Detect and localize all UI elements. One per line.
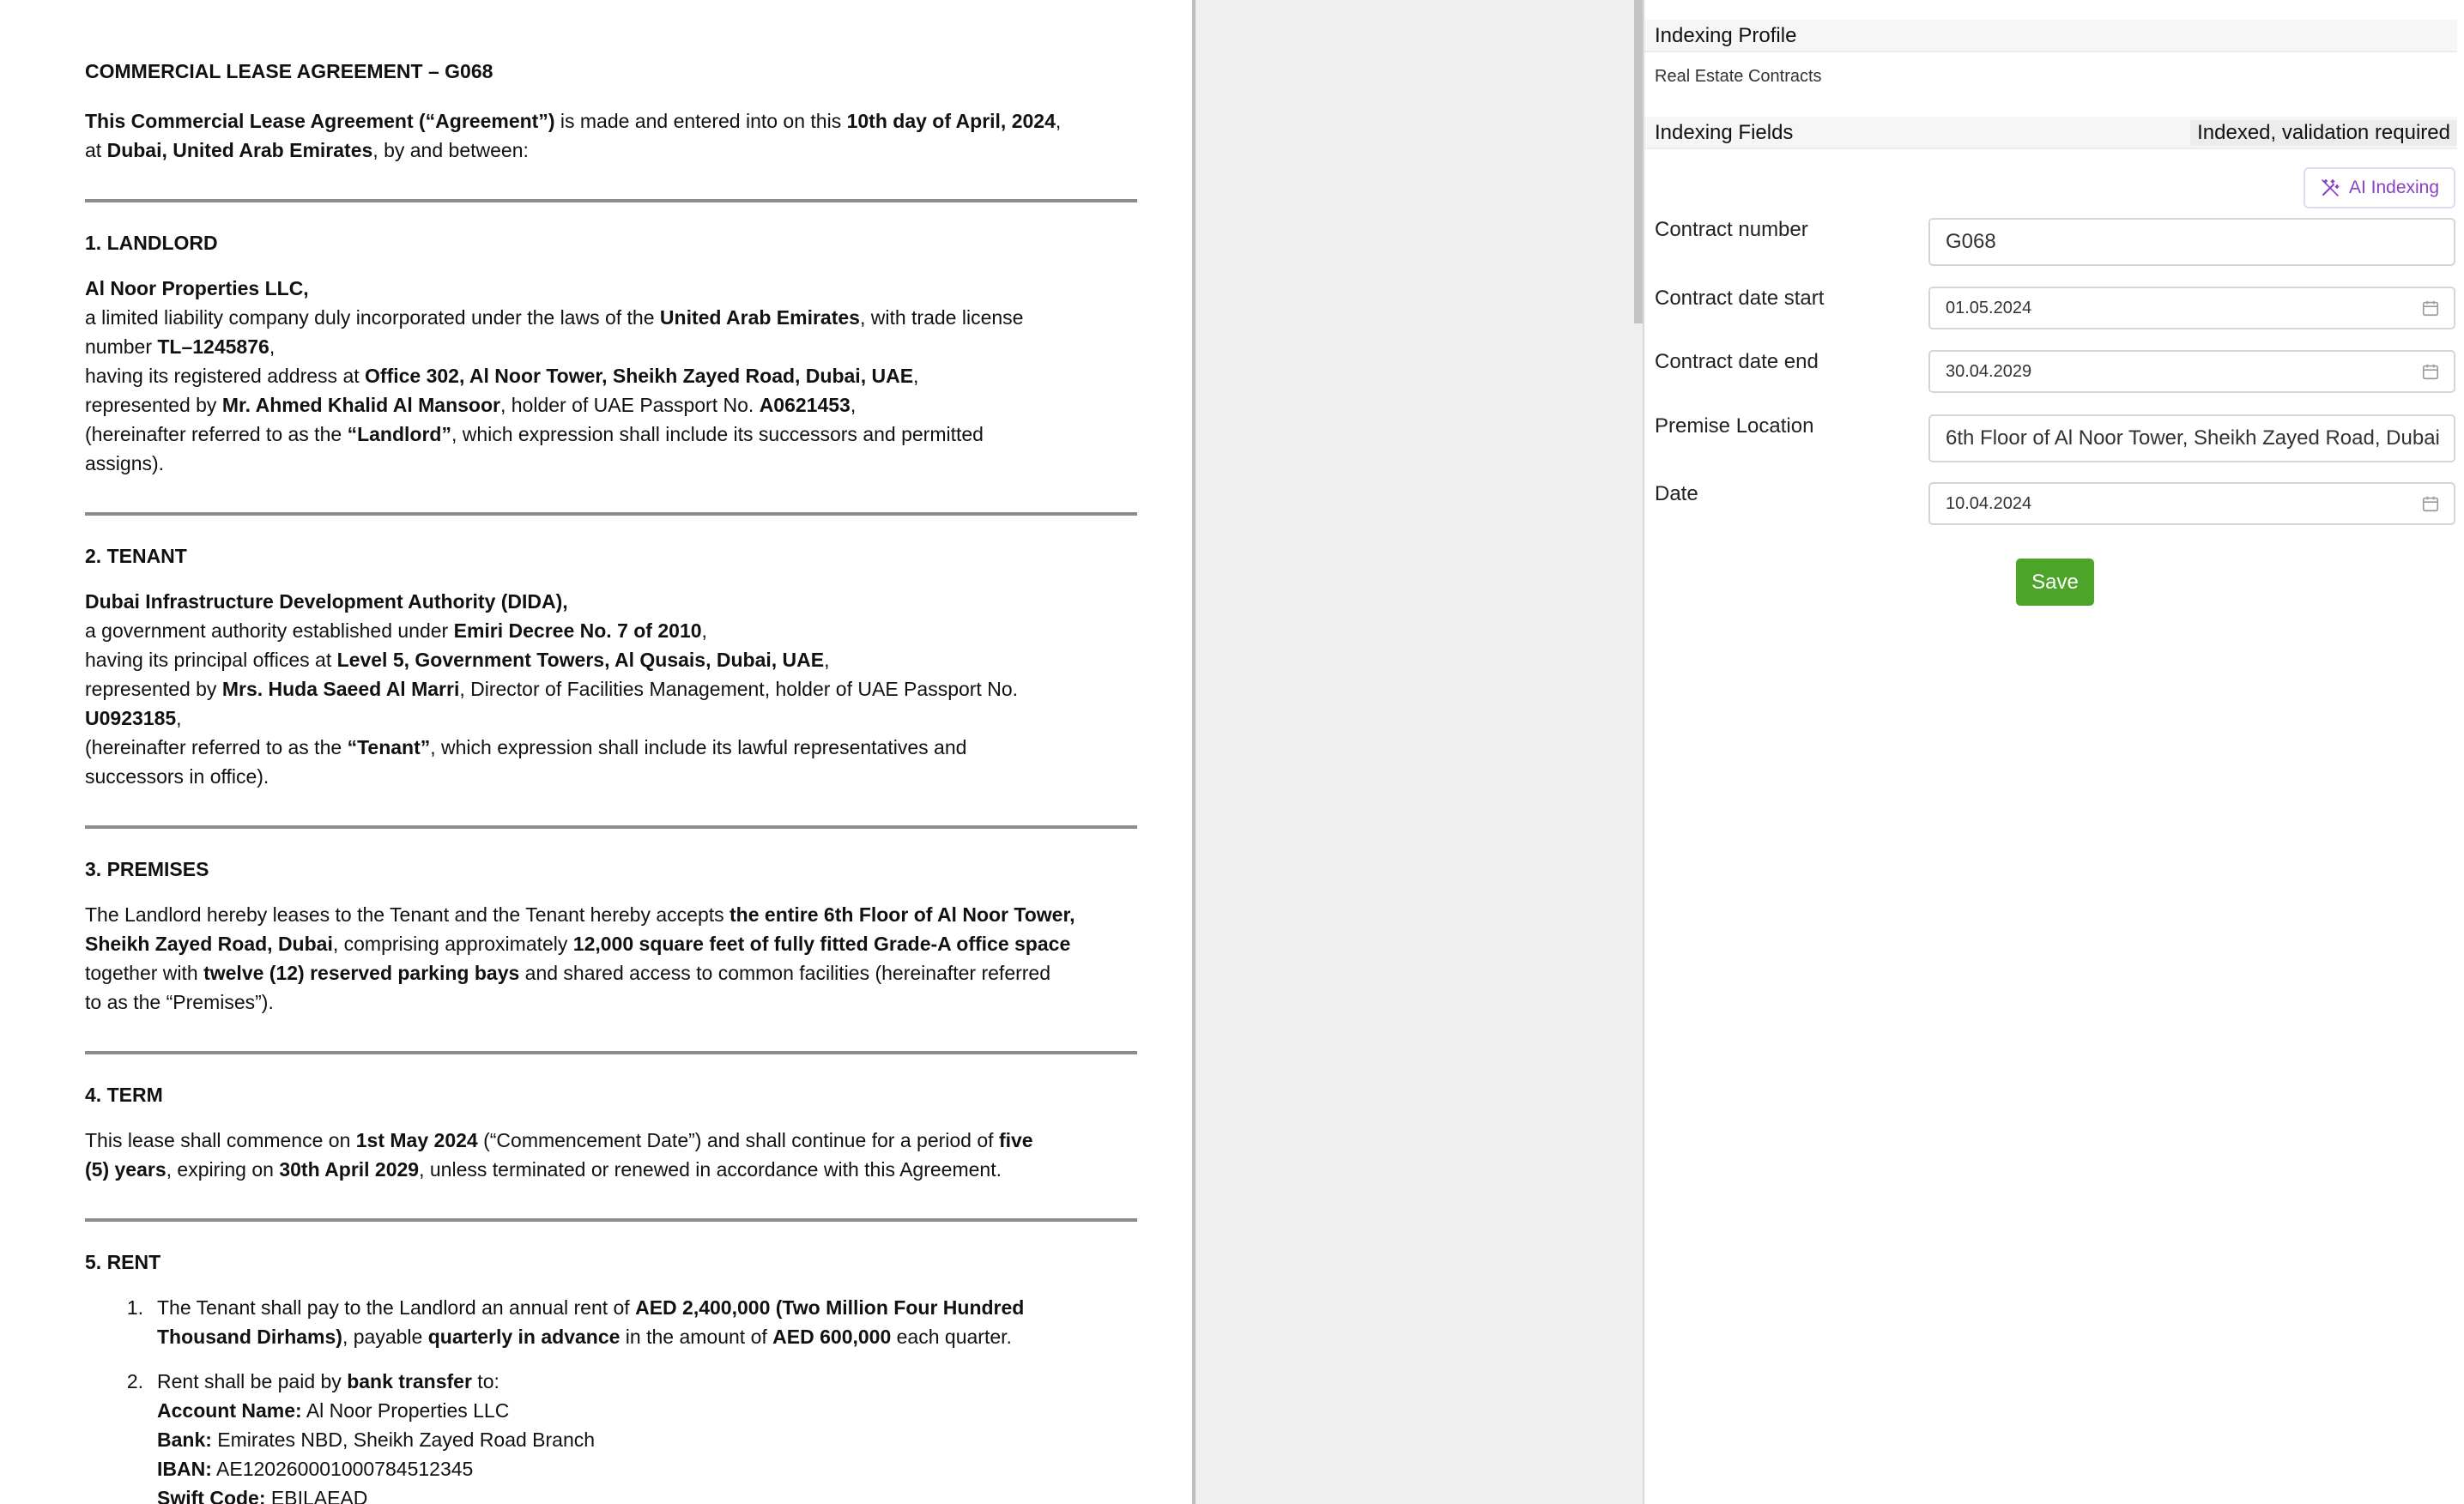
text: , expiring on bbox=[166, 1158, 280, 1181]
date-label: Date bbox=[1655, 482, 1698, 505]
bank-value: Emirates NBD, Sheikh Zayed Road Branch bbox=[211, 1428, 596, 1451]
term-heading: 4. TERM bbox=[85, 1084, 163, 1106]
save-button[interactable]: Save bbox=[2016, 559, 2094, 606]
text: , with trade license bbox=[859, 306, 1024, 329]
text: quarterly in advance bbox=[427, 1326, 621, 1348]
text: Sheikh Zayed Road, Dubai bbox=[85, 933, 333, 955]
contract-date-end-label: Contract date end bbox=[1655, 350, 1819, 373]
list-number: 2. bbox=[126, 1370, 143, 1392]
contract-number-input[interactable] bbox=[1928, 218, 2455, 266]
tenant-name: Dubai Infrastructure Development Authority (DIDA), bbox=[85, 590, 568, 613]
tenant-passport: U0923185 bbox=[85, 707, 177, 729]
list-item bbox=[85, 1293, 1137, 1351]
text: represented by bbox=[85, 394, 222, 416]
tenant-paragraph bbox=[85, 587, 1137, 791]
premise-location-value: 6th Floor of Al Noor Tower, Sheikh Zayed Road, Dubai bbox=[1946, 426, 2440, 450]
account-name-value: Al Noor Properties LLC bbox=[301, 1399, 510, 1422]
landlord-name: Al Noor Properties LLC, bbox=[85, 277, 309, 299]
section-divider bbox=[85, 199, 1137, 202]
text: having its registered address at bbox=[85, 365, 366, 387]
contract-number-value: G068 bbox=[1946, 230, 1996, 253]
text: , holder of UAE Passport No. bbox=[499, 394, 760, 416]
landlord-representative: Mr. Ahmed Khalid Al Mansoor bbox=[221, 394, 500, 416]
contract-date-start-label: Contract date start bbox=[1655, 287, 1825, 310]
text: assigns). bbox=[85, 452, 165, 474]
indexing-fields-title: Indexing Fields bbox=[1655, 121, 1794, 144]
calendar-icon[interactable] bbox=[2421, 494, 2440, 513]
swift-label: Swift Code: bbox=[157, 1487, 266, 1504]
text: , bbox=[176, 707, 182, 729]
text: twelve (12) reserved parking bays bbox=[203, 962, 520, 984]
text: number bbox=[85, 335, 158, 358]
section-divider bbox=[85, 825, 1137, 829]
text: the entire 6th Floor of Al Noor Tower, bbox=[730, 903, 1075, 926]
iban-value: AE120260001000784512345 bbox=[211, 1458, 474, 1480]
date-input[interactable] bbox=[1928, 482, 2455, 525]
text: The Landlord hereby leases to the Tenant and the Tenant hereby accepts bbox=[85, 903, 730, 926]
indexing-profile-header bbox=[1644, 20, 2457, 52]
text: Emiri Decree No. 7 of 2010 bbox=[453, 619, 702, 642]
annual-rent: AED 2,400,000 (Two Million Four Hundred bbox=[635, 1296, 1025, 1319]
document-page bbox=[85, 43, 1137, 1504]
text: , unless terminated or renewed in accordance with this Agreement. bbox=[419, 1158, 1002, 1181]
text: (hereinafter referred to as the bbox=[85, 736, 348, 758]
text: “Tenant” bbox=[347, 736, 431, 758]
text: represented by bbox=[85, 678, 222, 700]
text: , bbox=[824, 649, 830, 671]
text: together with bbox=[85, 962, 204, 984]
text: United Arab Emirates bbox=[659, 306, 860, 329]
text: , payable bbox=[342, 1326, 428, 1348]
text: The Tenant shall pay to the Landlord an annual rent of bbox=[157, 1296, 636, 1319]
list-text bbox=[157, 1367, 595, 1504]
text: , Director of Facilities Management, holder of UAE Passport No. bbox=[459, 678, 1019, 700]
text: , bbox=[850, 394, 857, 416]
text: This lease shall commence on bbox=[85, 1129, 356, 1151]
text: , bbox=[269, 335, 275, 358]
intro-paragraph bbox=[85, 106, 1137, 165]
document-viewer bbox=[0, 0, 1192, 1504]
commencement-date: 1st May 2024 bbox=[355, 1129, 478, 1151]
text: , which expression shall include its lawful representatives and bbox=[430, 736, 967, 758]
document-title: COMMERCIAL LEASE AGREEMENT – G068 bbox=[85, 60, 493, 82]
magic-wand-icon bbox=[2320, 178, 2340, 198]
landlord-heading: 1. LANDLORD bbox=[85, 232, 218, 254]
text: (“Commencement Date”) and shall continue for a period of bbox=[477, 1129, 999, 1151]
text: a government authority established under bbox=[85, 619, 454, 642]
contract-date-end-input[interactable] bbox=[1928, 350, 2455, 393]
text: (hereinafter referred to as the bbox=[85, 423, 348, 445]
contract-number-label: Contract number bbox=[1655, 218, 1808, 241]
term-paragraph bbox=[85, 1126, 1137, 1184]
text: Rent shall be paid by bbox=[157, 1370, 348, 1392]
intro-text: , bbox=[1055, 110, 1062, 132]
calendar-icon[interactable] bbox=[2421, 299, 2440, 317]
intro-text: , by and between: bbox=[372, 139, 529, 161]
text: a limited liability company duly incorporated under the laws of the bbox=[85, 306, 660, 329]
text: “Landlord” bbox=[347, 423, 451, 445]
text: in the amount of bbox=[620, 1326, 773, 1348]
indexing-profile-title: Indexing Profile bbox=[1655, 24, 1797, 47]
contract-date-start-value: 01.05.2024 bbox=[1946, 298, 2032, 317]
intro-text: is made and entered into on this bbox=[554, 110, 847, 132]
ai-indexing-button[interactable] bbox=[2304, 167, 2455, 208]
status-badge: Indexed, validation required bbox=[2190, 120, 2457, 146]
contract-date-start-input[interactable] bbox=[1928, 287, 2455, 329]
contract-date-end-value: 30.04.2029 bbox=[1946, 361, 2032, 381]
text: having its principal offices at bbox=[85, 649, 337, 671]
landlord-paragraph bbox=[85, 274, 1137, 478]
text: bank transfer bbox=[347, 1370, 472, 1392]
premise-location-label: Premise Location bbox=[1655, 414, 1814, 438]
text: , bbox=[913, 365, 919, 387]
text: each quarter. bbox=[891, 1326, 1012, 1348]
indexing-fields-header bbox=[1644, 117, 2457, 149]
section-divider bbox=[85, 1051, 1137, 1054]
date-value: 10.04.2024 bbox=[1946, 493, 2032, 513]
bank-label: Bank: bbox=[157, 1428, 212, 1451]
premise-location-input[interactable] bbox=[1928, 414, 2455, 462]
text: to: bbox=[471, 1370, 499, 1392]
trade-license: TL–1245876 bbox=[157, 335, 269, 358]
viewer-background bbox=[1196, 0, 1644, 1504]
landlord-address: Office 302, Al Noor Tower, Sheikh Zayed Road, Dubai, UAE bbox=[365, 365, 914, 387]
intro-place: Dubai, United Arab Emirates bbox=[106, 139, 373, 161]
text: (5) years bbox=[85, 1158, 166, 1181]
text: Thousand Dirhams) bbox=[157, 1326, 342, 1348]
tenant-heading: 2. TENANT bbox=[85, 545, 187, 567]
text: , bbox=[701, 619, 707, 642]
list-text bbox=[157, 1293, 1024, 1351]
intro-text: at bbox=[85, 139, 107, 161]
premises-heading: 3. PREMISES bbox=[85, 858, 209, 880]
calendar-icon[interactable] bbox=[2421, 362, 2440, 381]
intro-text: This Commercial Lease Agreement (“Agreement”) bbox=[85, 110, 555, 132]
text: , which expression shall include its successors and permitted bbox=[451, 423, 984, 445]
indexing-profile-value: Real Estate Contracts bbox=[1655, 67, 1822, 86]
intro-date: 10th day of April, 2024 bbox=[846, 110, 1056, 132]
landlord-passport: A0621453 bbox=[759, 394, 851, 416]
premises-paragraph bbox=[85, 900, 1137, 1017]
quarterly-rent: AED 600,000 bbox=[772, 1326, 892, 1348]
text: and shared access to common facilities (hereinafter referred bbox=[519, 962, 1051, 984]
list-number: 1. bbox=[126, 1296, 143, 1319]
account-name-label: Account Name: bbox=[157, 1399, 302, 1422]
swift-value: EBILAEAD bbox=[265, 1487, 368, 1504]
tenant-representative: Mrs. Huda Saeed Al Marri bbox=[221, 678, 460, 700]
rent-heading: 5. RENT bbox=[85, 1251, 161, 1273]
list-item bbox=[85, 1367, 1137, 1504]
text: to as the “Premises”). bbox=[85, 991, 274, 1013]
tenant-address: Level 5, Government Towers, Al Qusais, Dubai, UAE bbox=[336, 649, 825, 671]
text: 12,000 square feet of fully fitted Grade-A office space bbox=[572, 933, 1071, 955]
ai-indexing-label: AI Indexing bbox=[2348, 178, 2440, 197]
section-divider bbox=[85, 512, 1137, 516]
expiry-date: 30th April 2029 bbox=[279, 1158, 420, 1181]
text: , comprising approximately bbox=[332, 933, 573, 955]
section-divider bbox=[85, 1218, 1137, 1222]
text: five bbox=[998, 1129, 1033, 1151]
text: successors in office). bbox=[85, 765, 269, 788]
iban-label: IBAN: bbox=[157, 1458, 212, 1480]
